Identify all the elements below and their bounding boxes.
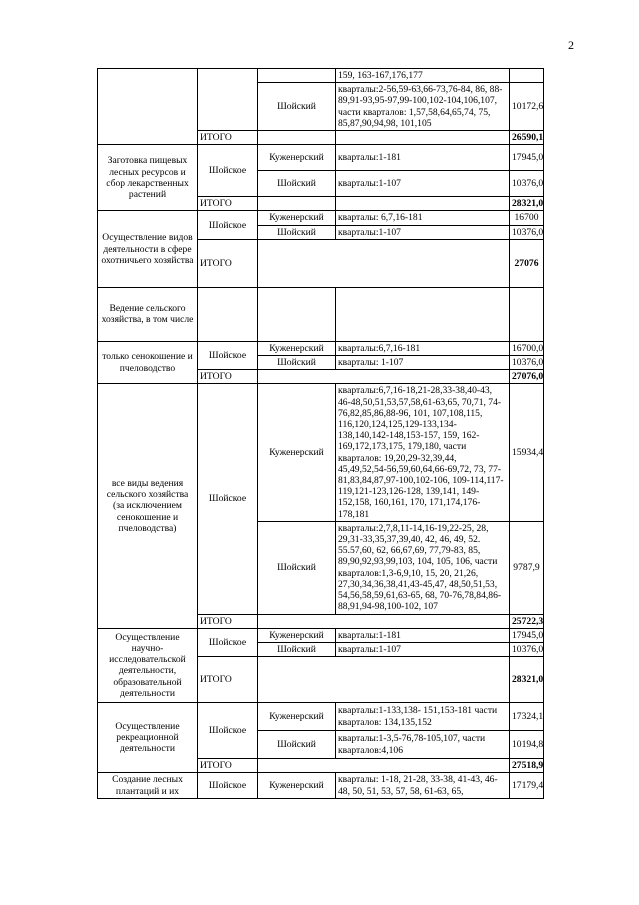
total-label: ИТОГО xyxy=(198,239,258,287)
district-cell: Куженерский xyxy=(258,703,336,731)
total-spacer xyxy=(258,759,510,773)
page-number: 2 xyxy=(568,38,574,52)
district-cell: Шойский xyxy=(258,225,336,239)
area-cell: 16700 xyxy=(510,211,544,225)
table-row xyxy=(98,773,544,798)
quarters-cell: кварталы:2-56,59-63,66-73,76-84, 86, 88-89,91-93,95-97,99-100,102-104,106,107, части кварталов: 1,57,58,64,65,74, 75, 85,87,90,94,98, 101,105 xyxy=(336,83,510,131)
total-spacer xyxy=(258,239,510,287)
forestry-cell: Шойское xyxy=(198,628,258,656)
total-label: ИТОГО xyxy=(198,657,258,703)
quarters-cell: кварталы:1-107 xyxy=(336,225,510,239)
district-cell: Куженерский xyxy=(258,773,336,798)
area-cell: 17179,4 xyxy=(510,773,544,798)
quarters-cell: кварталы:2,7,8,11-14,16-19,22-25, 28, 29,31-33,35,37,39,40, 42, 46, 49, 52. 55.57,60, 62, 66,67,69, 77,79-83, 85, 89,90,92,93,99,103, 104, 105, 106, части кварталов:1,3-6,9,10, 15, 20, 21,26, 27,30,34,36,38,41,43-45,47, 48,50,51,53, 54,56,58,59,61,63-65, 68, 70-76,78,84,86-88,91,94-98,100-102, 107 xyxy=(336,521,510,614)
district-cell: Куженерский xyxy=(258,145,336,171)
table-row xyxy=(98,703,544,731)
forestry-cell: Шойское xyxy=(198,145,258,197)
area-cell: 10376,0 xyxy=(510,225,544,239)
use-type-cell: Создание лесных плантаций и их xyxy=(98,773,198,798)
total-label: ИТОГО xyxy=(198,370,258,384)
forestry-cell: Шойское xyxy=(198,341,258,369)
area-cell: 16700,0 xyxy=(510,341,544,355)
district-cell: Шойский xyxy=(258,356,336,370)
empty-cell xyxy=(198,287,258,341)
total-label: ИТОГО xyxy=(198,131,258,145)
district-cell: Шойский xyxy=(258,521,336,614)
table-row xyxy=(98,69,544,83)
use-type-cell: Осуществление рекреационной деятельности xyxy=(98,703,198,773)
total-value: 27076,0 xyxy=(510,370,544,384)
total-value: 28321,0 xyxy=(510,657,544,703)
table-row xyxy=(98,384,544,521)
area-cell xyxy=(510,69,544,83)
area-cell: 10376,0 xyxy=(510,171,544,197)
quarters-cell: кварталы:1-181 xyxy=(336,145,510,171)
district-cell: Куженерский xyxy=(258,628,336,642)
total-spacer xyxy=(258,370,510,384)
total-spacer xyxy=(258,197,336,211)
district-cell: Шойский xyxy=(258,171,336,197)
use-type-cell xyxy=(98,69,198,145)
area-cell: 10194,8 xyxy=(510,731,544,759)
total-value: 27076 xyxy=(510,239,544,287)
table-row xyxy=(98,145,544,171)
table-row xyxy=(98,211,544,225)
area-cell: 10376,0 xyxy=(510,356,544,370)
use-type-cell: Осуществление видов деятельности в сфере охотничьего хозяйства xyxy=(98,211,198,287)
area-cell: 17324,1 xyxy=(510,703,544,731)
quarters-cell: кварталы:1-3,5-76,78-105,107, части кварталов:4,106 xyxy=(336,731,510,759)
area-cell: 17945,0 xyxy=(510,628,544,642)
total-label: ИТОГО xyxy=(198,614,258,628)
quarters-cell: 159, 163-167,176,177 xyxy=(336,69,510,83)
table-row xyxy=(98,287,544,341)
quarters-cell: кварталы:1-107 xyxy=(336,171,510,197)
quarters-cell: кварталы:1-133,138- 151,153-181 части кварталов: 134,135,152 xyxy=(336,703,510,731)
area-cell: 10376,0 xyxy=(510,642,544,656)
total-value: 26590,1 xyxy=(510,131,544,145)
total-value: 25722,3 xyxy=(510,614,544,628)
forestry-cell xyxy=(198,69,258,131)
area-cell: 9787,9 xyxy=(510,521,544,614)
total-spacer xyxy=(336,131,510,145)
total-spacer xyxy=(258,614,510,628)
total-label: ИТОГО xyxy=(198,197,258,211)
forestry-cell: Шойское xyxy=(198,384,258,614)
quarters-cell: кварталы:6,7,16-181 xyxy=(336,341,510,355)
table-row xyxy=(98,628,544,642)
area-cell: 15934,4 xyxy=(510,384,544,521)
quarters-cell: кварталы:1-107 xyxy=(336,642,510,656)
use-type-cell: Ведение сельского хозяйства, в том числе xyxy=(98,287,198,341)
total-spacer xyxy=(336,197,510,211)
quarters-cell: кварталы: 1-107 xyxy=(336,356,510,370)
total-spacer xyxy=(258,131,336,145)
district-cell: Шойский xyxy=(258,731,336,759)
district-cell: Шойский xyxy=(258,83,336,131)
forestry-cell: Шойское xyxy=(198,211,258,239)
use-type-cell: только сенокошение и пчеловодство xyxy=(98,341,198,384)
forestry-cell: Шойское xyxy=(198,773,258,798)
use-type-cell: Осуществление научно-исследовательской деятельности, образовательной деятельности xyxy=(98,628,198,702)
empty-cell xyxy=(510,287,544,341)
quarters-cell: кварталы: 1-18, 21-28, 33-38, 41-43, 46-48, 50, 51, 53, 57, 58, 61-63, 65, xyxy=(336,773,510,798)
district-cell: Шойский xyxy=(258,642,336,656)
district-cell: Куженерский xyxy=(258,384,336,521)
empty-cell xyxy=(336,287,510,341)
use-type-cell: все виды ведения сельского хозяйства (за исключением сенокошение и пчеловодства) xyxy=(98,384,198,628)
total-label: ИТОГО xyxy=(198,759,258,773)
area-cell: 10172,6 xyxy=(510,83,544,131)
quarters-cell: кварталы:6,7,16-18,21-28,33-38,40-43, 46-48,50,51,53,57,58,61-63,65, 70,71, 74-76,82,85,86,88-96, 101, 107,108,115, 116,120,124,125,129-133,134- 138,140,142-148,153-157, 159, 162-169,172,173,175, 179,180, части кварталов: 19,20,29-32,39,44, 45,49,52,54-56,59,60,64,66-69,72, 73, 77-81,83,84,87,97-100,102-106, 109-114,117-119,121-123,126-128, 139,141, 149-152,158, 160,161, 170, 171,174,176-178,181 xyxy=(336,384,510,521)
empty-cell xyxy=(258,287,336,341)
district-cell xyxy=(258,69,336,83)
quarters-cell: кварталы: 6,7,16-181 xyxy=(336,211,510,225)
use-type-cell: Заготовка пищевых лесных ресурсов и сбор лекарственных растений xyxy=(98,145,198,211)
quarters-cell: кварталы:1-181 xyxy=(336,628,510,642)
total-value: 27518,9 xyxy=(510,759,544,773)
forestry-cell: Шойское xyxy=(198,703,258,759)
forest-use-table xyxy=(97,68,544,799)
table-row xyxy=(98,341,544,355)
district-cell: Куженерский xyxy=(258,211,336,225)
total-spacer xyxy=(258,657,510,703)
area-cell: 17945,0 xyxy=(510,145,544,171)
district-cell: Куженерский xyxy=(258,341,336,355)
total-value: 28321,0 xyxy=(510,197,544,211)
